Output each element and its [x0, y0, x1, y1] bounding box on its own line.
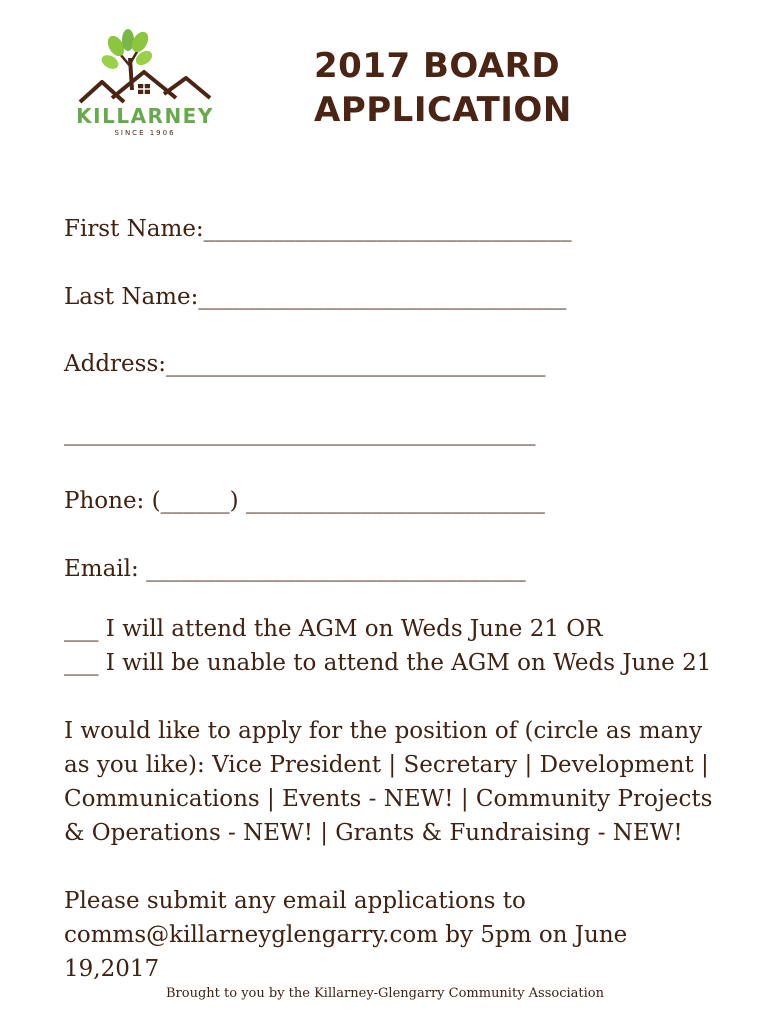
page-title [314, 44, 572, 132]
address-field[interactable]: Address:_________________________________ [64, 351, 546, 377]
footer-credit: Brought to you by the Killarney-Glengarry Community Association [166, 986, 604, 1001]
attend-agm-option[interactable]: ___ I will attend the AGM on Weds June 21 OR [64, 616, 603, 642]
first-name-field[interactable]: First Name:________________________________ [64, 216, 572, 242]
address-line-2-field[interactable]: _________________________________________ [64, 420, 536, 446]
title-line-2: APPLICATION [314, 90, 572, 130]
phone-field[interactable]: Phone: (______) __________________________ [64, 488, 545, 514]
logo-wordmark: KILLARNEY [76, 104, 214, 128]
last-name-field[interactable]: Last Name:________________________________ [64, 284, 567, 310]
logo-tagline: SINCE 1906 [114, 129, 176, 137]
submit-instructions: Please submit any email applications to comms@killarneyglengarry.com by 5pm on June 19,2017 [64, 888, 628, 982]
positions-paragraph: I would like to apply for the position of (circle as many as you like): Vice President | Secretary | Development | Communications | Events - NEW! | Community Projects & Operations - NEW! | Grants & Fundraising - NEW! [64, 718, 713, 846]
email-field[interactable]: Email: _________________________________ [64, 556, 526, 582]
unable-agm-option[interactable]: ___ I will be unable to attend the AGM on Weds June 21 [64, 650, 712, 676]
killarney-logo [72, 28, 218, 144]
title-line-1: 2017 BOARD [314, 46, 561, 86]
